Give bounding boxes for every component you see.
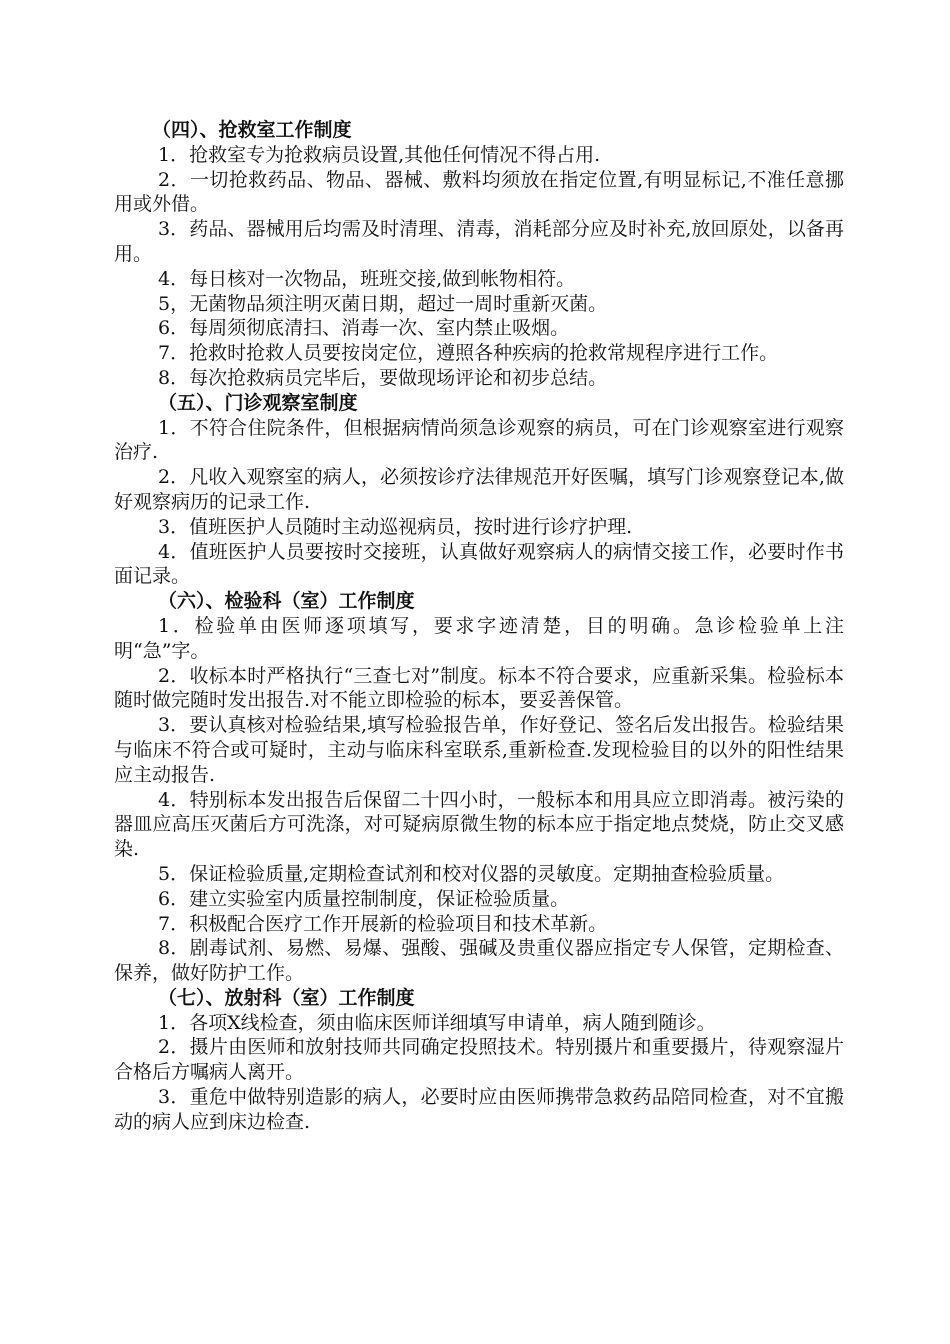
paragraph: 1．抢救室专为抢救病员设置,其他任何情况不得占用.: [158, 143, 601, 166]
paragraph: 4．特别标本发出报告后保留二十四小时，一般标本和用具应立即消毒。被污染的器皿应高压灭菌后方可洗涤，对可疑病原微生物的标本应于指定地点焚烧，防止交叉感染.: [114, 788, 844, 861]
section-heading: （五）、门诊观察室制度: [158, 391, 358, 414]
section-heading: （六）、检验科（室）工作制度: [158, 590, 415, 613]
paragraph: 7．积极配合医疗工作开展新的检验项目和技术革新。: [158, 912, 608, 935]
paragraph: 8．每次抢救病员完毕后，要做现场评论和初步总结。: [158, 366, 608, 389]
paragraph: 4．每日核对一次物品，班班交接,做到帐物相符。: [158, 267, 576, 290]
paragraph: 5．保证检验质量,定期检查试剂和校对仪器的灵敏度。定期抽查检验质量。: [158, 862, 785, 885]
document-page: [114, 118, 844, 1135]
paragraph: 1．不符合住院条件，但根据病情尚须急诊观察的病员，可在门诊观察室进行观察治疗.: [114, 416, 844, 464]
section-radiology: [114, 986, 844, 1135]
section-laboratory: [114, 589, 844, 986]
paragraph: 3．药品、器械用后均需及时清理、清毒，消耗部分应及时补充,放回原处，以备再用。: [114, 218, 844, 265]
paragraph: 2．收标本时严格执行“三查七对”制度。标本不符合要求，应重新采集。检验标本随时做完随时发出报告.对不能立即检验的标本，要妥善保管。: [114, 664, 844, 712]
paragraph: 3．值班医护人员随时主动巡视病员，按时进行诊疗护理.: [158, 515, 633, 538]
paragraph: 6．每周须彻底清扫、消毒一次、室内禁止吸烟。: [158, 317, 570, 340]
section-observation-room: [114, 391, 844, 589]
section-emergency-room: [114, 118, 844, 391]
section-heading: （七）、放射科（室）工作制度: [158, 986, 415, 1009]
paragraph: 4．值班医护人员要按时交接班，认真做好观察病人的病情交接工作，必要时作书面记录。: [114, 540, 844, 588]
paragraph: 1．各项X线检查，须由临床医师详细填写申请单，病人随到随诊。: [158, 1011, 716, 1034]
paragraph: 2．凡收入观察室的病人，必须按诊疗法律规范开好医嘱，填写门诊观察登记本,做好观察病历的记录工作.: [114, 466, 844, 513]
paragraph: 8．剧毒试剂、易燃、易爆、强酸、强碱及贵重仪器应指定专人保管，定期检查、保养，做好防护工作。: [114, 937, 844, 985]
paragraph: 1．检验单由医师逐项填写，要求字迹清楚，目的明确。急诊检验单上注明“急”字。: [114, 614, 844, 662]
paragraph: 3．要认真核对检验结果,填写检验报告单，作好登记、签名后发出报告。检验结果与临床不符合或可疑时，主动与临床科室联系,重新检查.发现检验目的以外的阳性结果应主动报告.: [114, 714, 844, 786]
paragraph: 3．重危中做特别造影的病人，必要时应由医师携带急救药品陪同检查，对不宜搬动的病人应到床边检查.: [114, 1086, 844, 1133]
paragraph: 2．摄片由医师和放射技师共同确定投照技术。特别摄片和重要摄片，待观察湿片合格后方嘱病人离开。: [114, 1036, 844, 1084]
section-heading: （四）、抢救室工作制度: [152, 119, 352, 141]
paragraph: 5，无菌物品须注明灭菌日期，超过一周时重新灭菌。: [158, 292, 608, 315]
paragraph: 6．建立实验室内质量控制制度，保证检验质量。: [158, 887, 570, 910]
paragraph: 2．一切抢救药品、物品、器械、敷料均须放在指定位置,有明显标记,不准任意挪用或外借。: [114, 168, 844, 216]
paragraph: 7．抢救时抢救人员要按岗定位，遵照各种疾病的抢救常规程序进行工作。: [158, 342, 779, 365]
